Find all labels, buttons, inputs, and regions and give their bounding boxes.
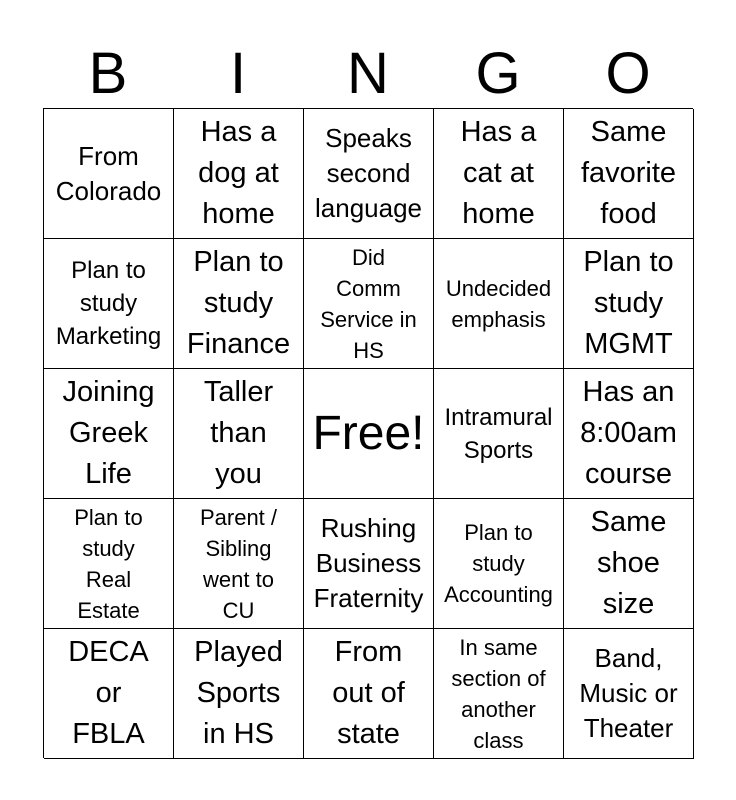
cell-text: Taller than you — [203, 376, 274, 490]
cell-text: Parent / Sibling went to CU — [199, 504, 278, 623]
header-letter-b: B — [88, 41, 128, 106]
cell-text: Same favorite food — [580, 116, 677, 230]
cell-text: Plan to study Accounting — [444, 520, 553, 607]
bingo-cell[interactable] — [174, 369, 304, 499]
bingo-cell[interactable] — [564, 109, 694, 239]
bingo-cell[interactable] — [44, 109, 174, 239]
cell-text: In same section of another class — [451, 634, 546, 753]
bingo-cell[interactable] — [174, 109, 304, 239]
free-space-label: Free! — [312, 406, 425, 460]
bingo-cell[interactable] — [304, 629, 434, 759]
cell-text: Has an 8:00am course — [580, 376, 677, 490]
bingo-cell[interactable] — [174, 629, 304, 759]
bingo-cell[interactable] — [434, 499, 564, 629]
bingo-cell[interactable] — [304, 499, 434, 629]
cell-text: From Colorado — [55, 140, 162, 206]
cell-text: Speaks second language — [315, 123, 422, 223]
bingo-cell[interactable] — [434, 629, 564, 759]
cell-text: Same shoe size — [590, 506, 667, 620]
bingo-cell[interactable] — [44, 499, 174, 629]
cell-text: Plan to study Real Estate — [74, 504, 143, 623]
header-letter-g: G — [475, 41, 521, 106]
cell-text: Rushing Business Fraternity — [313, 513, 424, 613]
bingo-cell[interactable] — [304, 239, 434, 369]
bingo-cell[interactable] — [174, 239, 304, 369]
bingo-grid — [43, 108, 693, 758]
bingo-cell[interactable] — [434, 239, 564, 369]
bingo-cell[interactable] — [44, 629, 174, 759]
cell-text: DECA or FBLA — [68, 636, 149, 750]
bingo-cell[interactable] — [564, 499, 694, 629]
cell-text: Band, Music or Theater — [579, 643, 678, 743]
cell-text: Joining Greek Life — [62, 376, 155, 490]
bingo-header — [43, 38, 693, 110]
cell-text: Plan to study MGMT — [583, 246, 674, 360]
bingo-cell[interactable] — [434, 109, 564, 239]
cell-text: Played Sports in HS — [194, 636, 283, 750]
cell-text: Has a cat at home — [460, 116, 537, 230]
cell-text: Plan to study Finance — [186, 246, 291, 360]
free-space-cell[interactable] — [304, 369, 434, 499]
cell-text: Did Comm Service in HS — [320, 244, 417, 363]
bingo-cell[interactable] — [174, 499, 304, 629]
cell-text: Plan to study Marketing — [55, 257, 162, 350]
header-letter-o: O — [605, 41, 651, 106]
cell-text: Intramural Sports — [444, 403, 553, 464]
bingo-cell[interactable] — [304, 109, 434, 239]
bingo-cell[interactable] — [44, 239, 174, 369]
cell-text: Has a dog at home — [198, 116, 279, 230]
bingo-cell[interactable] — [434, 369, 564, 499]
cell-text: Undecided emphasis — [445, 275, 552, 332]
bingo-cell[interactable] — [564, 239, 694, 369]
bingo-cell[interactable] — [564, 369, 694, 499]
header-letter-i: I — [229, 41, 247, 106]
bingo-cell[interactable] — [44, 369, 174, 499]
bingo-cell[interactable] — [564, 629, 694, 759]
header-letter-n: N — [347, 41, 389, 106]
cell-text: From out of state — [332, 636, 405, 750]
